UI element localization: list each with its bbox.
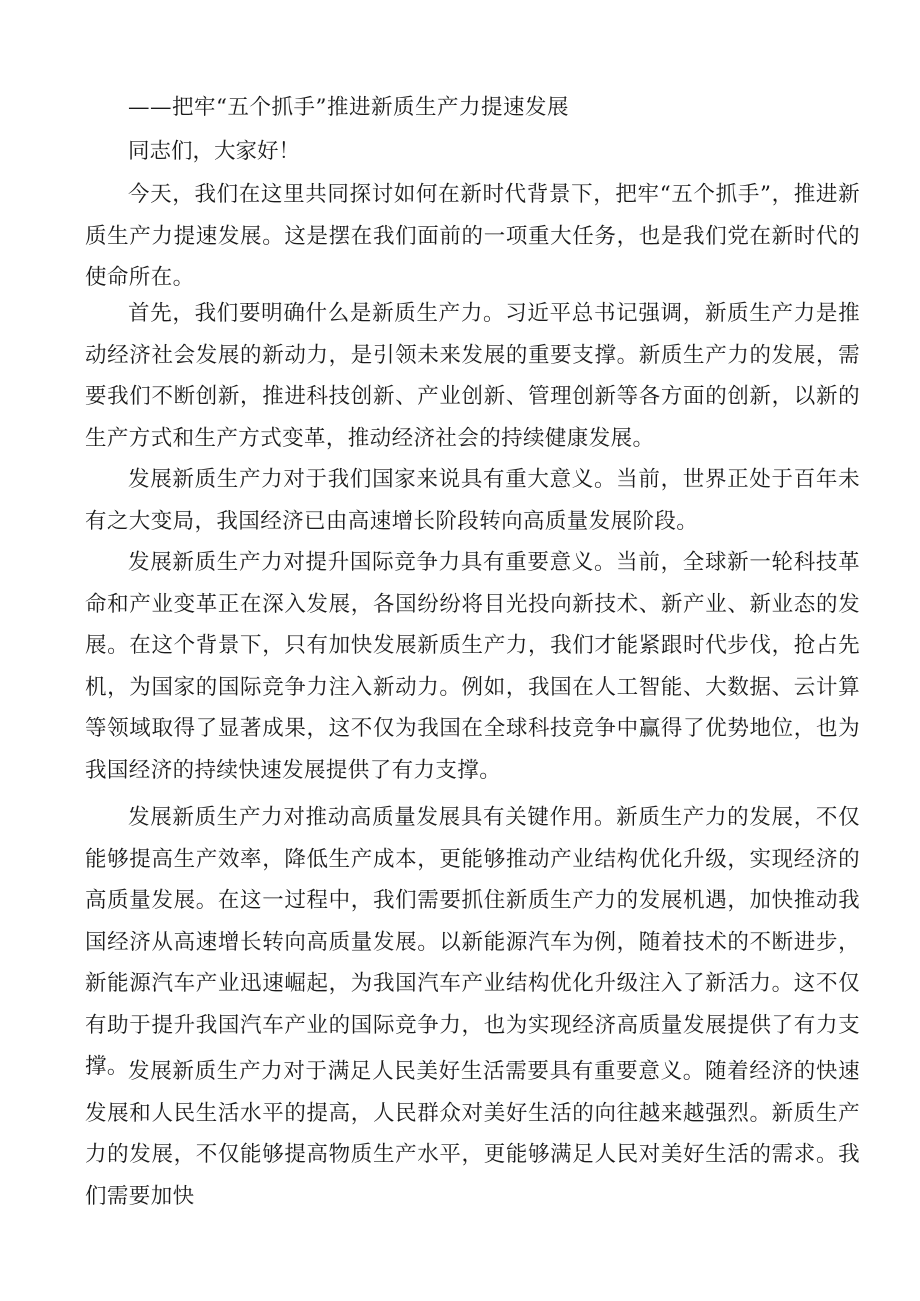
paragraph-high-quality: 发展新质生产力对推动高质量发展具有关键作用。新质生产力的发展，不仅能够提高生产效率，降低生产成本，更能够推动产业结构优化升级，实现经济的高质量发展。在这一过程中，我们需要抓住新质生产力的发展机遇，加快推动我国经济从高速增长转向高质量发展。以新能源汽车为例，随着技术的不断进步，新能源汽车产业迅速崛起，为我国汽车产业结构优化升级注入了新活力。这不仅有助于提升我国汽车产业的国际竞争力，也为实现经济高质量发展提供了有力支撑。 [85, 805, 860, 1079]
paragraph-block-6 [85, 1051, 860, 1217]
paragraph-block-3 [85, 459, 860, 542]
paragraph-intro: 今天，我们在这里共同探讨如何在新时代背景下，把牢“五个抓手”，推进新质生产力提速发展。这是摆在我们面前的一项重大任务，也是我们党在新时代的使命所在。 [85, 182, 860, 290]
paragraph-definition: 首先，我们要明确什么是新质生产力。习近平总书记强调，新质生产力是推动经济社会发展的新动力，是引领未来发展的重要支撑。新质生产力的发展，需要我们不断创新，推进科技创新、产业创新、管理创新等各方面的创新，以新的生产方式和生产方式变革，推动经济社会的持续健康发展。 [85, 301, 860, 451]
paragraph-block-5 [85, 797, 860, 1088]
paragraph-significance: 发展新质生产力对于我们国家来说具有重大意义。当前，世界正处于百年未有之大变局，我国经济已由高速增长阶段转向高质量发展阶段。 [85, 467, 860, 534]
paragraph-block-1 [85, 174, 860, 299]
paragraph-block-2 [85, 293, 860, 459]
paragraph-livelihood: 发展新质生产力对于满足人民美好生活需要具有重要意义。随着经济的快速发展和人民生活水平的提高，人民群众对美好生活的向往越来越强烈。新质生产力的发展，不仅能够提高物质生产水平，更能够满足人民对美好生活的需求。我们需要加快 [85, 1059, 860, 1209]
greeting: 同志们，大家好！ [128, 139, 301, 164]
paragraph-block-4 [85, 542, 860, 791]
document-subtitle: ——把牢“五个抓手”推进新质生产力提速发展 [128, 95, 569, 120]
paragraph-competitiveness: 发展新质生产力对提升国际竞争力具有重要意义。当前，全球新一轮科技革命和产业变革正在深入发展，各国纷纷将目光投向新技术、新产业、新业态的发展。在这个背景下，只有加快发展新质生产力，我们才能紧跟时代步伐，抢占先机，为国家的国际竞争力注入新动力。例如，我国在人工智能、大数据、云计算等领域取得了显著成果，这不仅为我国在全球科技竞争中赢得了优势地位，也为我国经济的持续快速发展提供了有力支撑。 [85, 550, 860, 783]
